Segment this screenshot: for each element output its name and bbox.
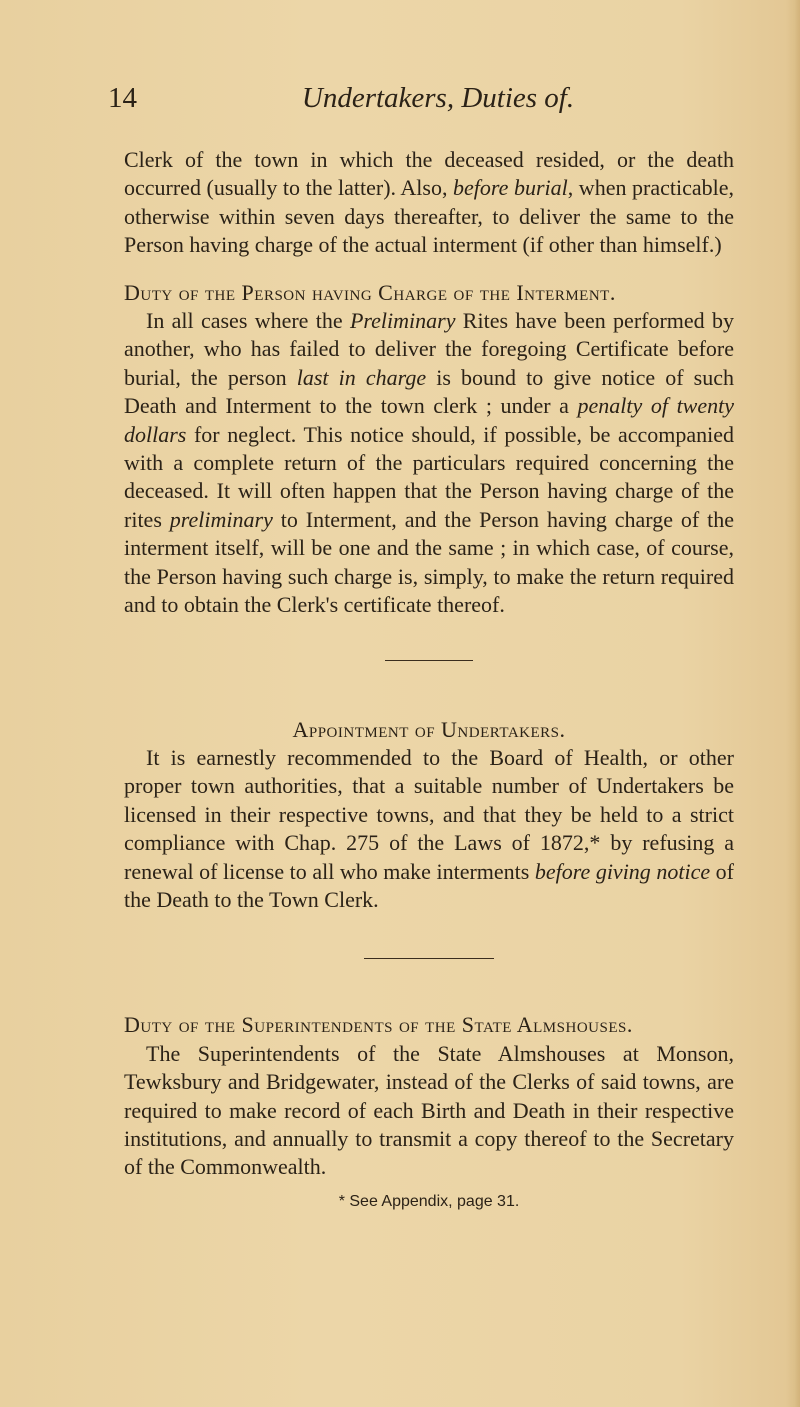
continued-paragraph xyxy=(124,146,734,260)
page-body xyxy=(124,146,734,1216)
text-run: of the Death to the Town Clerk. xyxy=(124,858,734,912)
footnote: * See Appendix, page 31. xyxy=(338,1192,520,1210)
running-title: Undertakers, Duties of. xyxy=(301,82,575,114)
text-run: It is earnestly recommended to the Board of Health, or other proper town authorities, that a suitable number of Undertakers be licensed in their respective towns, and that they be held to a strict compliance with Chap. 275 of the Laws of 1872,* by refusing a renewal of license to all who make interments xyxy=(124,744,734,884)
paragraph-duty-of-person xyxy=(124,307,734,619)
text-run: In all cases where the xyxy=(146,308,350,334)
emphasis-text: Preliminary xyxy=(349,308,456,334)
paragraph-appointment xyxy=(124,744,734,914)
text-run: Rites have been performed by another, who has failed to deliver the foregoing Certificate before burial, the person xyxy=(124,308,735,390)
paragraph-almshouses: The Superintendents of the State Almshouses at Monson, Tewksbury and Bridgewater, instead of the Clerks of said towns, are required to make record of each Birth and Death in their respective institutions, and annually to transmit a copy thereof to the Secretary of the Commonwealth. xyxy=(124,1040,734,1180)
text-run: to Interment, and the Person having charge of the interment itself, will be one and the same ; in which case, of course, the Person having such charge is, simply, to make the return required and to obtain the Clerk's certificate thereof. xyxy=(124,506,734,618)
page-header xyxy=(108,82,738,122)
emphasis-text: penalty of twenty dollars xyxy=(124,393,734,447)
text-run: for neglect. This notice should, if possible, be accompanied with a complete return of the particulars required concerning the deceased. It will often happen that the Person having charge of the rites xyxy=(124,421,734,532)
emphasis-text: preliminary xyxy=(169,506,273,532)
page-edge-shadow xyxy=(786,0,800,1407)
emphasis-text: before giving notice xyxy=(534,858,711,884)
emphasis-text: before burial xyxy=(453,175,568,201)
text-run: is bound to give notice of such Death and Interment to the town clerk ; under a xyxy=(124,364,734,419)
section-heading-almshouses: Duty of the Superintendents of the State Almshouses. xyxy=(124,1012,633,1038)
section-heading-appointment: Appointment of Undertakers. xyxy=(292,716,566,742)
text-run: Clerk of the town in which the deceased resided, or the death occurred (usually to the latter). Also, xyxy=(124,147,734,201)
emphasis-text: last in charge xyxy=(296,364,427,390)
page-number: 14 xyxy=(108,82,137,114)
section-heading-duty-of-person: Duty of the Person having Charge of the Interment. xyxy=(124,279,616,305)
text-run: , when practicable, otherwise within seven days thereafter, to deliver the same to the Person having charge of the actual interment (if other than himself.) xyxy=(124,175,734,258)
